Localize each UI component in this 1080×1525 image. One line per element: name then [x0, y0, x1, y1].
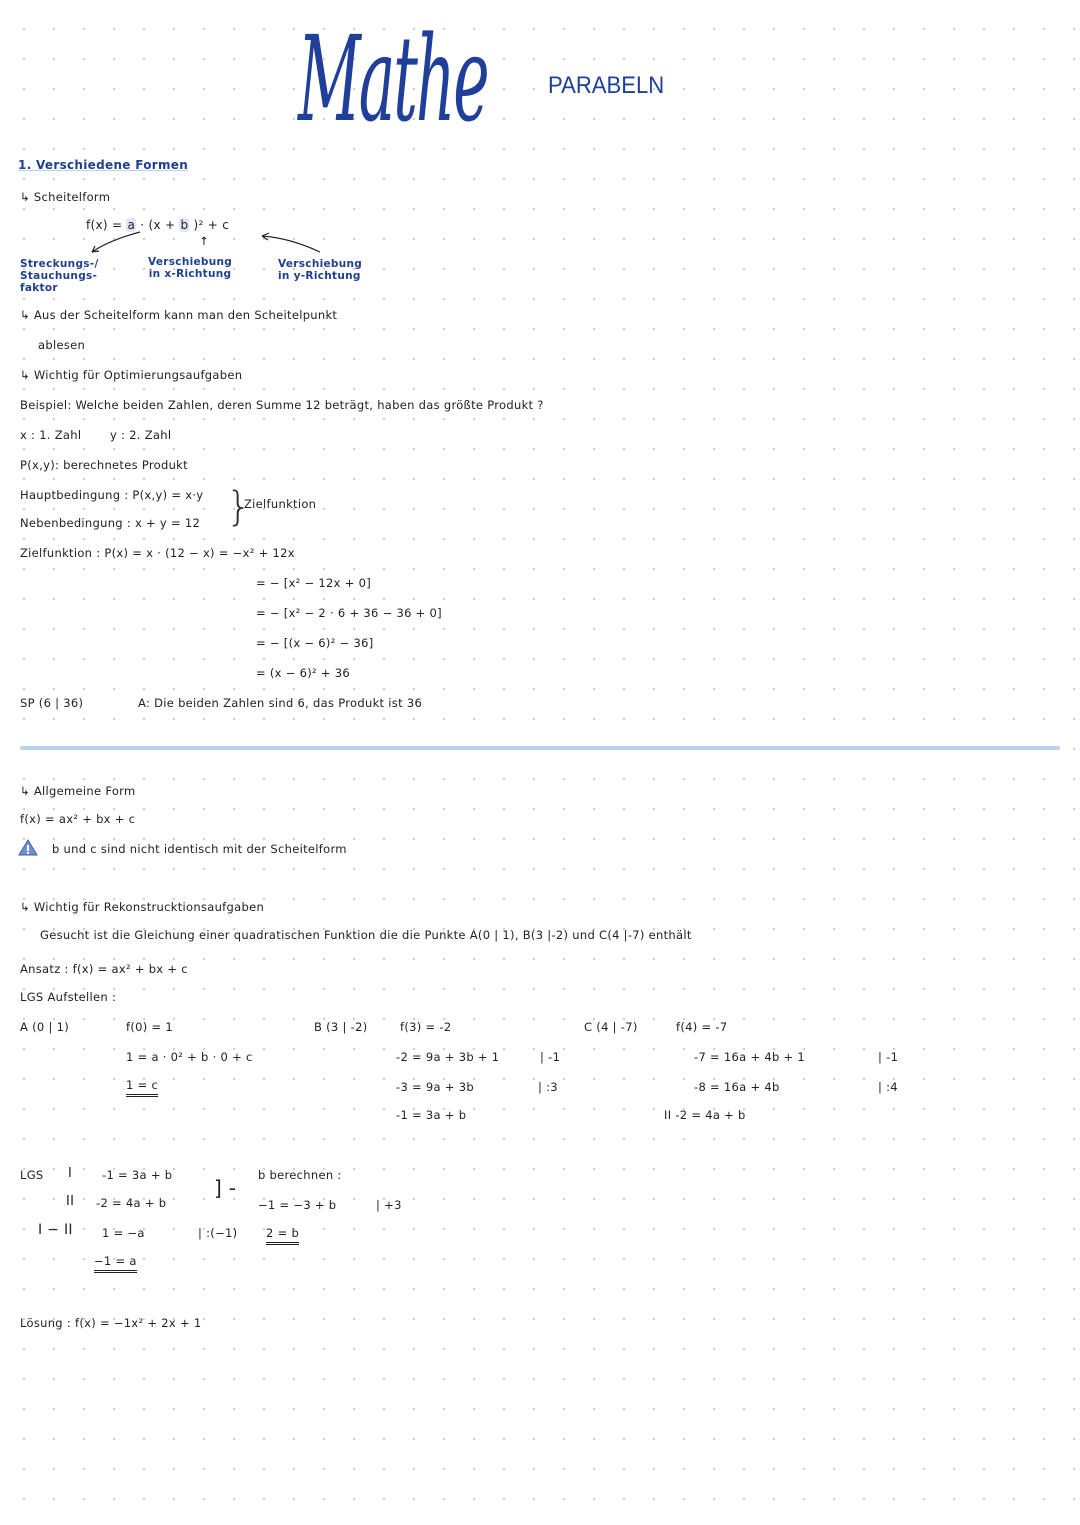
- col-c-op3: | :4: [878, 1080, 898, 1094]
- label-a-line3: faktor: [20, 282, 58, 294]
- page-subtitle: PARABELN: [548, 72, 665, 99]
- col-b-line4: -1 = 3a + b: [396, 1108, 467, 1122]
- label-a-line1: Streckungs-/: [20, 258, 99, 270]
- col-a-line1: f(0) = 1: [126, 1020, 174, 1034]
- step-4: = (x − 6)² + 36: [256, 666, 351, 680]
- col-c-line2: -7 = 16a + 4b + 1: [694, 1050, 806, 1064]
- x-definition: x : 1. Zahl: [20, 428, 82, 442]
- formula-b: b: [180, 218, 189, 232]
- lgs-row4-eq: −1 = a: [94, 1254, 137, 1273]
- note-scheitelpunkt: ↳ Aus der Scheitelform kann man den Scheitelpunkt: [20, 308, 338, 322]
- label-a-line2: Stauchungs-: [20, 270, 98, 282]
- col-b-line1: f(3) = -2: [400, 1020, 452, 1034]
- point-c: C (4 | -7): [584, 1020, 638, 1034]
- lgs-aufstellen: LGS Aufstellen :: [20, 990, 117, 1004]
- formula-end: )² + c: [193, 218, 230, 232]
- b-calc-heading: b berechnen :: [258, 1168, 342, 1182]
- scheitelform-heading: ↳ Scheitelform: [20, 190, 111, 204]
- step-1: = − [x² − 12x + 0]: [256, 576, 372, 590]
- lgs-row2-tag: II: [66, 1194, 75, 1209]
- col-c-line3: -8 = 16a + 4b: [694, 1080, 780, 1094]
- brace: }: [226, 484, 252, 530]
- scheitelpunkt: SP (6 | 36): [20, 696, 84, 710]
- label-b-line1: Verschiebung: [148, 256, 233, 268]
- p-definition: P(x,y): berechnetes Produkt: [20, 458, 188, 472]
- step-3: = − [(x − 6)² − 36]: [256, 636, 374, 650]
- point-b: B (3 | -2): [314, 1020, 368, 1034]
- solution: Lösung : f(x) = −1x² + 2x + 1: [20, 1316, 202, 1330]
- section-heading: 1. Verschiedene Formen: [18, 158, 189, 172]
- label-b-line2: in x-Richtung: [148, 268, 232, 280]
- arrow-up-icon: ↑: [199, 234, 209, 248]
- page-title: Mathe: [298, 10, 488, 148]
- formula-f: f(x) =: [86, 218, 123, 232]
- formula-mid: · (x +: [140, 218, 176, 232]
- lgs-row1-tag: I: [68, 1166, 73, 1181]
- allgemeine-form-formula: f(x) = ax² + bx + c: [20, 812, 136, 826]
- y-definition: y : 2. Zahl: [110, 428, 172, 442]
- ansatz: Ansatz : f(x) = ax² + bx + c: [20, 962, 188, 976]
- label-c-line1: Verschiebung: [278, 258, 363, 270]
- point-a: A (0 | 1): [20, 1020, 70, 1034]
- rekonstruktion-heading: ↳ Wichtig für Rekonstrucktionsaufgaben: [20, 900, 265, 914]
- b-calc-op: | +3: [376, 1198, 402, 1212]
- col-b-line2: -2 = 9a + 3b + 1: [396, 1050, 500, 1064]
- lgs-row1-eq: -1 = 3a + b: [102, 1168, 173, 1182]
- example-question: Beispiel: Welche beiden Zahlen, deren Summe 12 beträgt, haben das größte Produkt ?: [20, 398, 544, 412]
- zielfunktion: Zielfunktion : P(x) = x · (12 − x) = −x² + 12x: [20, 546, 295, 560]
- allgemeine-form-heading: ↳ Allgemeine Form: [20, 784, 136, 798]
- label-x-shift: [148, 256, 232, 280]
- lgs-label: LGS: [20, 1168, 44, 1182]
- label-streckfaktor: [20, 258, 99, 294]
- brace-label: Zielfunktion: [244, 497, 317, 511]
- col-b-op2: | -1: [540, 1050, 561, 1064]
- nebenbedingung: Nebenbedingung : x + y = 12: [20, 516, 201, 530]
- warning-text: b und c sind nicht identisch mit der Scheitelform: [52, 842, 347, 856]
- lgs-row2-eq: -2 = 4a + b: [96, 1196, 167, 1210]
- label-c-line2: in y-Richtung: [278, 270, 361, 282]
- hauptbedingung: Hauptbedingung : P(x,y) = x·y: [20, 488, 204, 502]
- lgs-bracket: ] -: [214, 1176, 237, 1200]
- lgs-row3-tag: I − II: [38, 1222, 73, 1238]
- col-a-line2: 1 = a · 0² + b · 0 + c: [126, 1050, 253, 1064]
- col-c-line4: II -2 = 4a + b: [664, 1108, 746, 1122]
- col-a-line3: 1 = c: [126, 1078, 158, 1097]
- col-b-op3: | :3: [538, 1080, 558, 1094]
- col-b-line3: -3 = 9a + 3b: [396, 1080, 474, 1094]
- col-c-op2: | -1: [878, 1050, 899, 1064]
- step-2: = − [x² − 2 · 6 + 36 − 36 + 0]: [256, 606, 442, 620]
- b-calc-result: 2 = b: [266, 1226, 299, 1245]
- task-text: Gesucht ist die Gleichung einer quadratischen Funktion die die Punkte A(0 | 1), B(3 |-2) und C(4 |-7) enthält: [40, 928, 692, 942]
- lgs-row3-eq: 1 = −a: [102, 1226, 145, 1240]
- section-divider: [20, 746, 1060, 750]
- formula-a: a: [127, 218, 136, 232]
- answer: A: Die beiden Zahlen sind 6, das Produkt ist 36: [138, 696, 423, 710]
- lgs-row3-op: | :(−1): [198, 1226, 238, 1240]
- note-ablesen: ablesen: [38, 338, 86, 352]
- note-optimierung: ↳ Wichtig für Optimierungsaufgaben: [20, 368, 243, 382]
- warning-icon: [18, 839, 38, 856]
- col-c-line1: f(4) = -7: [676, 1020, 728, 1034]
- label-y-shift: [278, 258, 362, 282]
- b-calc-line1: −1 = −3 + b: [258, 1198, 337, 1212]
